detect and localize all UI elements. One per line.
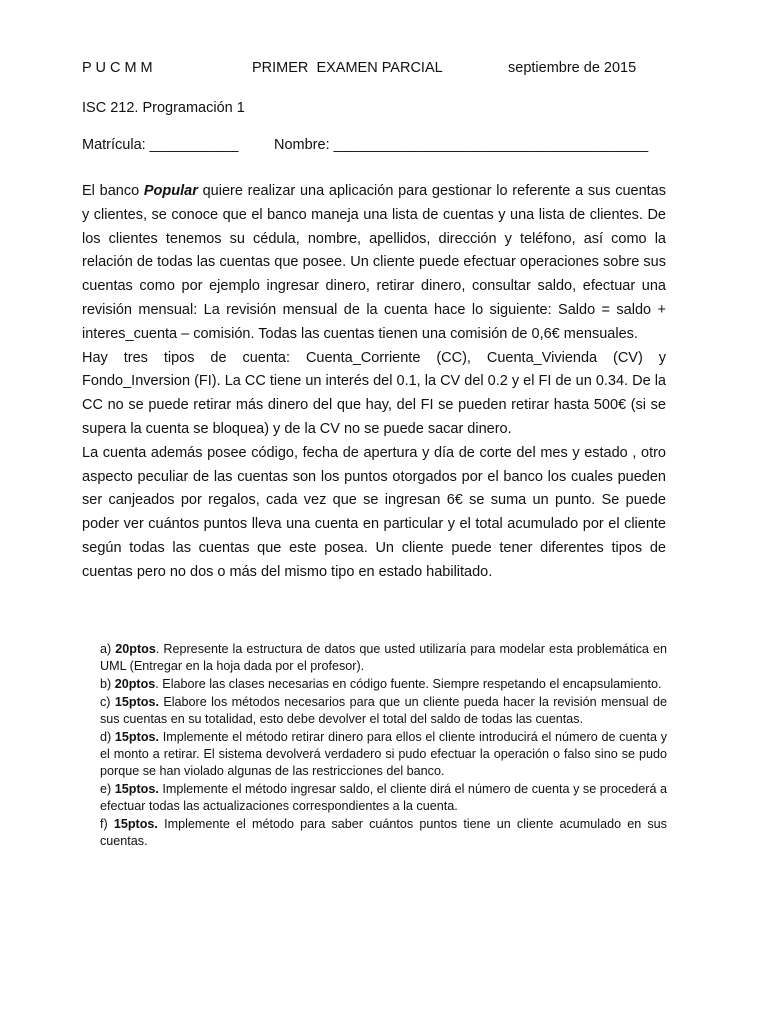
paragraph-account-types: Hay tres tipos de cuenta: Cuenta_Corriente (CC), Cuenta_Vivienda (CV) y Fondo_Inversion (FI). La CC tiene un interés del 0.1, la CV del 0.2 y el FI de un 0.34. De la CC no se puede retirar más dinero del que hay, del FI se pueden retirar hasta 500€ (si se supera la cuenta se bloquea) y de la CV no se puede sacar dinero. (82, 349, 666, 437)
question-points: 20ptos (114, 677, 156, 691)
question-letter: d) (100, 730, 115, 744)
exam-title: PRIMER EXAMEN PARCIAL (252, 60, 443, 76)
university-name: P U C M M (82, 60, 153, 76)
exam-date: septiembre de 2015 (508, 60, 637, 76)
paragraph-account-details: La cuenta además posee código, fecha de apertura y día de corte del mes y estado , otro aspecto peculiar de las cuentas son los puntos otorgados por el banco los cuales pueden ser canjeados por regalos, cada vez que se ingresan 6€ se suma un punto. Se puede poder ver cuántos puntos lleva una cuenta en particular y el total acumulado por el cliente según todas las cuentas que este posea. Un cliente puede tener diferentes tipos de cuentas pero no dos o más del mismo tipo en estado habilitado. (82, 444, 666, 580)
question-list (100, 641, 667, 850)
course-name: ISC 212. Programación 1 (82, 100, 245, 116)
question-points: 15ptos. (114, 730, 160, 744)
bank-brand: Popular (143, 183, 198, 199)
question-points: 15ptos. (114, 782, 159, 796)
question-letter: c) (100, 695, 115, 709)
question-item-b (100, 676, 667, 693)
problem-statement (82, 180, 666, 585)
question-points: 15ptos. (114, 695, 159, 709)
question-item-c (100, 694, 667, 728)
question-item-e (100, 781, 667, 815)
question-points: 20ptos (115, 642, 156, 656)
question-text: . Elabore las clases necesarias en código fuente. Siempre respetando el encapsulamiento. (155, 677, 662, 691)
question-item-f (100, 816, 667, 850)
question-item-d (100, 729, 667, 780)
question-text: . Represente la estructura de datos que usted utilizaría para modelar esta problemática en UML (Entregar en la hoja dada por el profesor). (100, 642, 667, 673)
nombre-field: Nombre: _______________________________________ (274, 137, 649, 153)
intro-rest: quiere realizar una aplicación para gestionar lo referente a sus cuentas y clientes, se conoce que el banco maneja una lista de cuentas y una lista de clientes. De los clientes tenemos su cédula, nombre, apellidos, dirección y teléfono, así como la relación de todas las cuentas que posee. Un cliente puede efectuar operaciones sobre sus cuentas como por ejemplo ingresar dinero, retirar dinero, consultar saldo, efectuar una revisión mensual: La revisión mensual de la cuenta hace lo siguiente: Saldo = saldo + interes_cuenta – comisión. Todas las cuentas tienen una comisión de 0,6€ mensuales. (82, 183, 666, 342)
question-item-a (100, 641, 667, 675)
question-letter: e) (100, 782, 115, 796)
question-letter: a) (100, 642, 116, 656)
question-text: Implemente el método retirar dinero para ellos el cliente introducirá el número de cuenta y el monto a retirar. El sistema devolverá verdadero si pudo efectuar la operación o falso sino se pudo porque se han violado algunas de las restricciones del banco. (100, 730, 667, 778)
matricula-field: Matrícula: ___________ (82, 137, 239, 153)
student-identification (82, 137, 682, 157)
question-text: Implemente el método ingresar saldo, el cliente dirá el número de cuenta y se procederá a efectuar todas las actualizaciones correspondientes a la cuenta. (100, 782, 667, 813)
question-letter: f) (100, 817, 114, 831)
intro-lead: El banco (82, 183, 144, 199)
paragraph-bank-intro (82, 180, 666, 347)
question-letter: b) (100, 677, 115, 691)
exam-header (82, 60, 662, 80)
question-text: Implemente el método para saber cuántos puntos tiene un cliente acumulado en sus cuentas. (100, 817, 667, 848)
question-points: 15ptos. (113, 817, 158, 831)
question-text: Elabore los métodos necesarios para que un cliente pueda hacer la revisión mensual de sus cuentas en su totalidad, esto debe devolver el total del saldo de todas las cuentas. (100, 695, 667, 726)
